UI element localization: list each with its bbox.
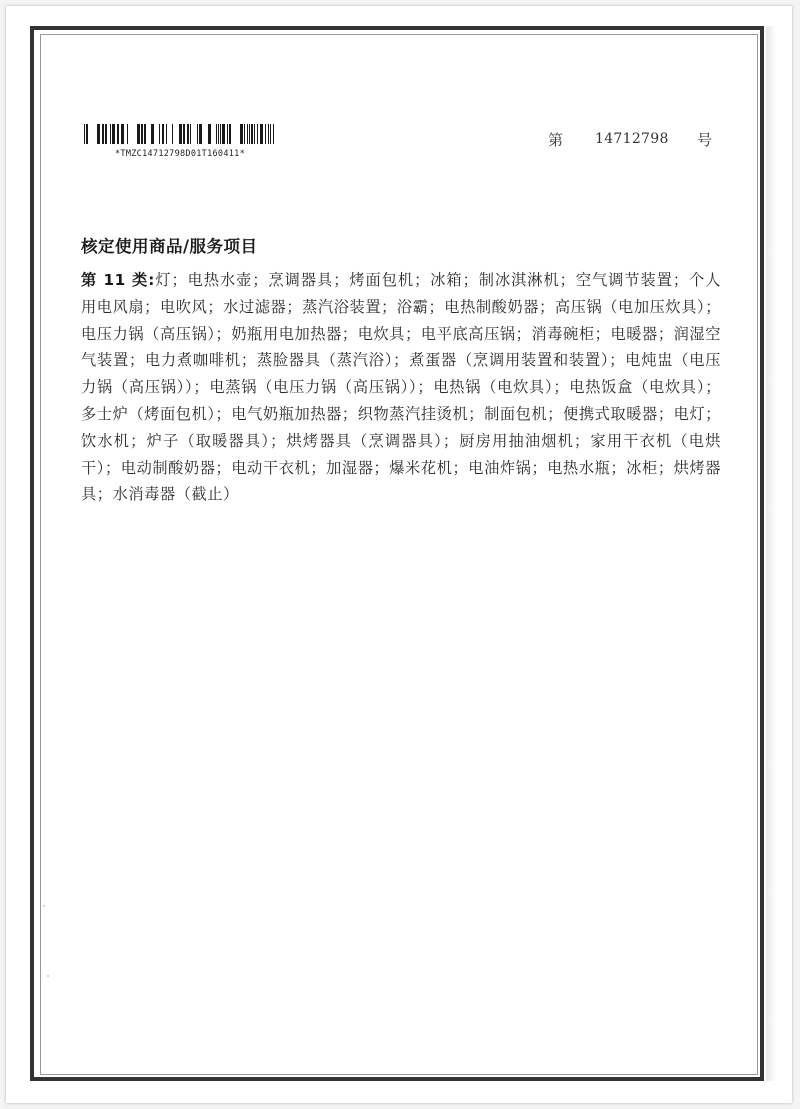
section-title: 核定使用商品/服务项目 (81, 237, 258, 256)
registration-suffix: 号 (697, 131, 713, 149)
goods-items: 灯；电热水壶；烹调器具；烤面包机；冰箱；制冰淇淋机；空气调节装置；个人用电风扇；电吹风；水过滤器；蒸汽浴装置；浴霸；电热制酸奶器；高压锅（电加压炊具）；电压力锅（高压锅）；奶瓶用电加热器；电炊具；电平底高压锅；消毒碗柜；电暖器；润湿空气装置；电力煮咖啡机；蒸脸器具（蒸汽浴）；煮蛋器（烹调用装置和装置）；电炖盅（电压力锅（高压锅））；电蒸锅（电压力锅（高压锅））；电热锅（电炊具）；电热饭盒（电炊具）；多士炉（烤面包机）；电气奶瓶加热器；织物蒸汽挂烫机；制面包机；便携式取暖器；电灯；饮水机；炉子（取暖器具）；烘烤器具（烹调器具）；厨房用抽油烟机；家用干衣机（电烘干）；电动制酸奶器；电动干衣机；加湿器；爆米花机；电油炸锅；电热水瓶；冰柜；烘烤器具；水消毒器（截止） (81, 271, 722, 504)
scan-edge-shadow (766, 26, 776, 1081)
registration-number (548, 129, 718, 151)
class-label: 第 11 类: (81, 271, 155, 289)
registration-prefix: 第 (548, 131, 564, 149)
page-border-inner (40, 34, 758, 1075)
barcode-bars (80, 122, 280, 148)
document-sheet (6, 6, 792, 1103)
scan-speck (47, 975, 49, 977)
barcode-text: *TMZC14712798D01T160411* (114, 149, 246, 159)
scan-speck (43, 905, 45, 907)
registration-number-value: 14712798 (595, 131, 669, 147)
goods-list (81, 267, 721, 508)
barcode (80, 122, 280, 168)
